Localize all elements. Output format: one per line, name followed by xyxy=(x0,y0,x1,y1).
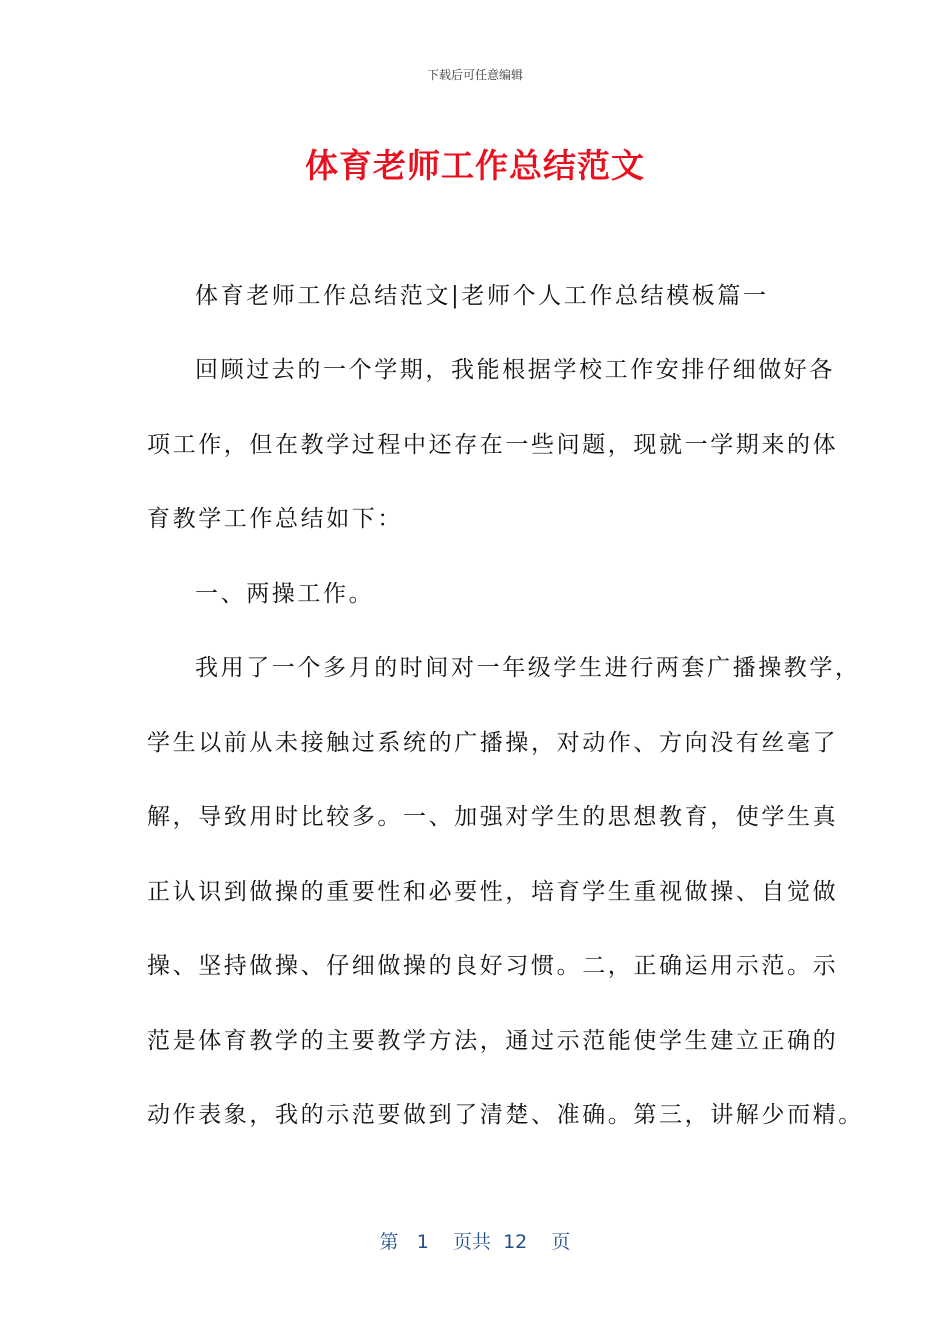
body-line: 范是体育教学的主要教学方法，通过示范能使学生建立正确的 xyxy=(147,1028,839,1054)
body-line: 动作表象，我的示范要做到了清楚、准确。第三，讲解少而精。 xyxy=(147,1102,864,1128)
body-line: 一、两操工作。 xyxy=(195,581,375,607)
body-line: 回顾过去的一个学期，我能根据学校工作安排仔细做好各 xyxy=(195,357,835,383)
body-line: 育教学工作总结如下： xyxy=(147,506,403,532)
body-line: 正认识到做操的重要性和必要性，培育学生重视做操、自觉做 xyxy=(147,879,839,905)
document-title: 体育老师工作总结范文 xyxy=(305,146,645,185)
current-page-number: 1 xyxy=(416,1231,429,1253)
body-line: 操、坚持做操、仔细做操的良好习惯。二，正确运用示范。示 xyxy=(147,953,839,979)
body-line: 我用了一个多月的时间对一年级学生进行两套广播操教学， xyxy=(195,655,861,681)
footer-end-label: 页 xyxy=(551,1231,571,1253)
page-footer xyxy=(0,1227,950,1254)
header-note: 下载后可任意编辑 xyxy=(426,68,523,82)
total-pages-number: 12 xyxy=(503,1231,528,1253)
footer-page-label: 第 xyxy=(379,1231,399,1253)
footer-total-label: 页共 xyxy=(452,1231,491,1253)
body-line: 项工作，但在教学过程中还存在一些问题，现就一学期来的体 xyxy=(147,432,839,458)
body-line: 解，导致用时比较多。一、加强对学生的思想教育，使学生真 xyxy=(147,804,839,830)
body-line: 学生以前从未接触过系统的广播操，对动作、方向没有丝毫了 xyxy=(147,730,839,756)
body-line: 体育老师工作总结范文|老师个人工作总结模板篇一 xyxy=(195,283,769,309)
